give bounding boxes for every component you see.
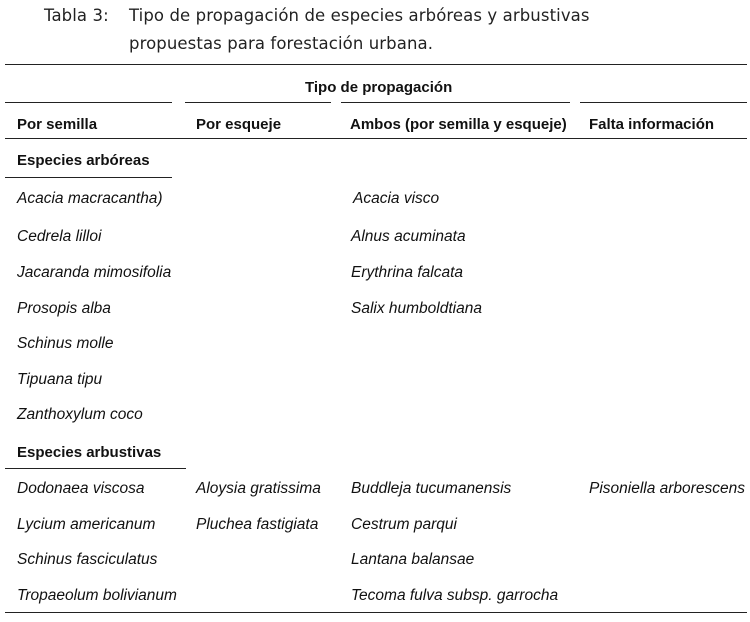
table-cell: Tecoma fulva subsp. garrocha: [351, 587, 559, 604]
table-cell: Pisoniella arborescens: [589, 480, 745, 497]
section-title-arbustivas: Especies arbustivas: [17, 444, 162, 461]
header-underline-col2: [185, 102, 331, 103]
caption-label: Tabla 3:: [44, 6, 109, 25]
table-cell: Buddleja tucumanensis: [351, 480, 512, 497]
table-cell: Jacaranda mimosifolia: [17, 264, 172, 281]
table-cell: Tipuana tipu: [17, 371, 103, 388]
section-underline-arbustivas: [5, 468, 186, 469]
table-cell: Lycium americanum: [17, 516, 156, 533]
header-underline-col1: [5, 102, 172, 103]
table-cell: Pluchea fastigiata: [196, 516, 319, 533]
column-header-por-esqueje: Por esqueje: [196, 116, 282, 133]
group-header: Tipo de propagación: [305, 79, 453, 96]
table-cell: Acacia visco: [353, 190, 440, 207]
table-cell: Schinus fasciculatus: [17, 551, 158, 568]
table-cell: Schinus molle: [17, 335, 114, 352]
column-header-por-semilla: Por semilla: [17, 116, 98, 133]
header-underline-col3: [341, 102, 570, 103]
table-cell: Cedrela lilloi: [17, 228, 102, 245]
table-cell: Erythrina falcata: [351, 264, 463, 281]
table-cell: Tropaeolum bolivianum: [17, 587, 177, 604]
caption-line-2: propuestas para forestación urbana.: [129, 34, 434, 53]
table-cell: Alnus acuminata: [351, 228, 466, 245]
table-cell: Prosopis alba: [17, 300, 111, 317]
table-cell: Acacia macracantha): [17, 190, 163, 207]
table-cell: Aloysia gratissima: [196, 480, 321, 497]
column-header-falta-informacion: Falta información: [589, 116, 715, 133]
table-bottom-rule: [5, 612, 747, 613]
table-cell: Cestrum parqui: [351, 516, 457, 533]
table-cell: Zanthoxylum coco: [17, 406, 143, 423]
table-cell: Lantana balansae: [351, 551, 475, 568]
column-header-ambos: Ambos (por semilla y esqueje): [350, 116, 567, 133]
caption-line-1: Tipo de propagación de especies arbóreas y arbustivas: [129, 6, 590, 25]
header-bottom-rule: [5, 138, 747, 139]
table-cell: Salix humboldtiana: [351, 300, 482, 317]
header-underline-col4: [580, 102, 747, 103]
section-underline-arboreas: [5, 177, 172, 178]
table-cell: Dodonaea viscosa: [17, 480, 145, 497]
section-title-arboreas: Especies arbóreas: [17, 152, 150, 169]
table-top-rule: [5, 64, 747, 65]
